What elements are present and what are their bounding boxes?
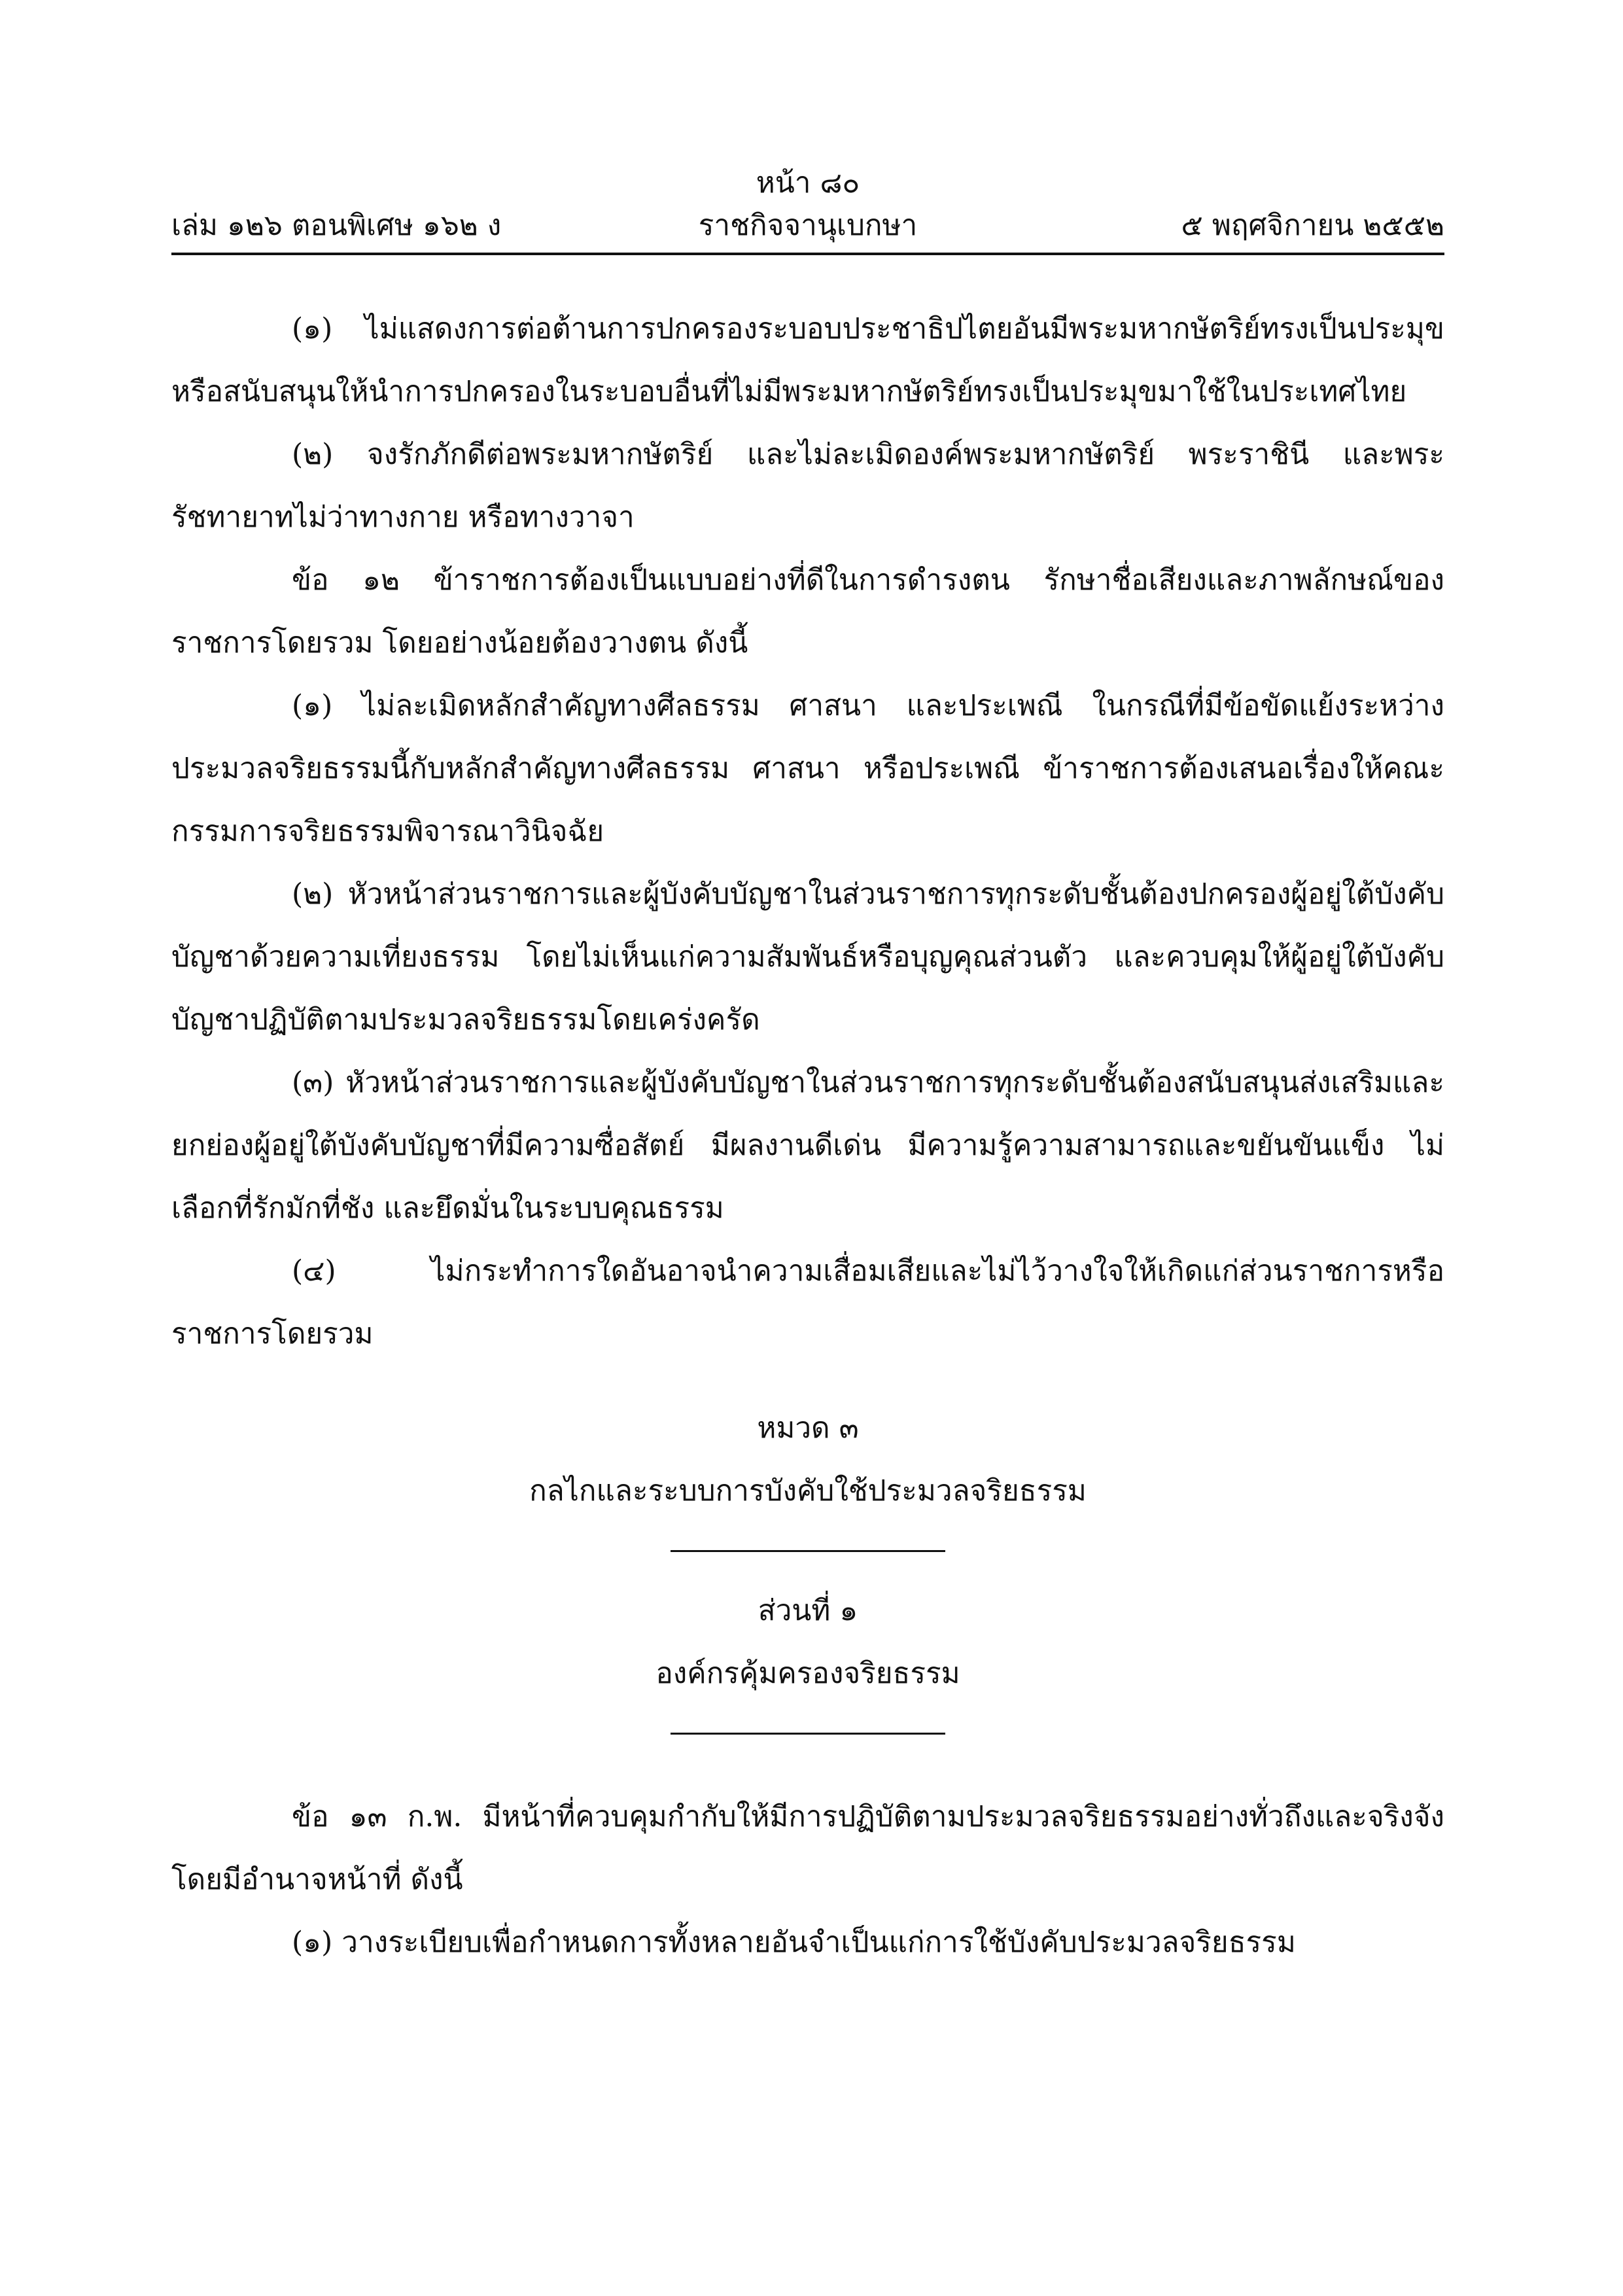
publication-name: ราชกิจจานุเบกษา xyxy=(698,209,918,242)
page-header xyxy=(171,164,1444,255)
clause-12-item-1: (๑) ไม่ละเมิดหลักสำคัญทางศีลธรรม ศาสนา และประเพณี ในกรณีที่มีข้อขัดแย้งระหว่างประมวลจริยธรรมนี้กับหลักสำคัญทางศีลธรรม ศาสนา หรือประเพณี ข้าราชการต้องเสนอเรื่องให้คณะกรรมการจริยธรรมพิจารณาวินิจฉัย xyxy=(171,689,1444,848)
spacer xyxy=(171,1523,1444,1550)
header-rule xyxy=(171,253,1444,255)
clause-13-item-1: (๑) วางระเบียบเพื่อกำหนดการทั้งหลายอันจำเป็นแก่การใช้บังคับประมวลจริยธรรม xyxy=(292,1926,1296,1959)
chapter-label: หมวด ๓ xyxy=(757,1411,859,1445)
spacer xyxy=(171,1705,1444,1733)
clause-12-intro: ข้อ ๑๒ ข้าราชการต้องเป็นแบบอย่างที่ดีในการดำรงตน รักษาชื่อเสียงและภาพลักษณ์ของราชการโดยรวม โดยอย่างน้อยต้องวางตน ดังนี้ xyxy=(171,563,1444,660)
document-body xyxy=(171,298,1444,1974)
clause-11-item-2: (๒) จงรักภักดีต่อพระมหากษัตริย์ และไม่ละเมิดองค์พระมหากษัตริย์ พระราชินี และพระรัชทายาทไม่ว่าทางกาย หรือทางวาจา xyxy=(171,438,1444,534)
clause-13-intro: ข้อ ๑๓ ก.พ. มีหน้าที่ควบคุมกำกับให้มีการปฏิบัติตามประมวลจริยธรรมอย่างทั่วถึงและจริงจัง โดยมีอำนาจหน้าที่ ดังนี้ xyxy=(171,1800,1444,1896)
publication-date: ๕ พฤศจิกายน ๒๕๕๒ xyxy=(1181,209,1444,242)
spacer xyxy=(171,1735,1444,1786)
spacer xyxy=(171,1552,1444,1580)
part-label: ส่วนที่ ๑ xyxy=(758,1594,858,1627)
chapter-title: กลไกและระบบการบังคับใช้ประมวลจริยธรรม xyxy=(529,1474,1087,1508)
clause-11-item-1: (๑) ไม่แสดงการต่อต้านการปกครองระบอบประชาธิปไตยอันมีพระมหากษัตริย์ทรงเป็นประมุข หรือสนับสนุนให้นำการปกครองในระบอบอื่นที่ไม่มีพระมหากษัตริย์ทรงเป็นประมุขมาใช้ในประเทศไทย xyxy=(171,312,1444,408)
header-line xyxy=(171,203,1444,249)
clause-12-item-3: (๓) หัวหน้าส่วนราชการและผู้บังคับบัญชาในส่วนราชการทุกระดับชั้นต้องสนับสนุนส่งเสริมและยกย่องผู้อยู่ใต้บังคับบัญชาที่มีความซื่อสัตย์ มีผลงานดีเด่น มีความรู้ความสามารถและขยันขันแข็ง ไม่เลือกที่รักมักที่ชัง และยึดมั่นในระบบคุณธรรม xyxy=(171,1066,1444,1225)
page-number: หน้า ๘๐ xyxy=(756,166,860,200)
clause-12-item-2: (๒) หัวหน้าส่วนราชการและผู้บังคับบัญชาในส่วนราชการทุกระดับชั้นต้องปกครองผู้อยู่ใต้บังคับบัญชาด้วยความเที่ยงธรรม โดยไม่เห็นแก่ความสัมพันธ์หรือบุญคุณส่วนตัว และควบคุมให้ผู้อยู่ใต้บังคับบัญชาปฏิบัติตามประมวลจริยธรรมโดยเคร่งครัด xyxy=(171,877,1444,1036)
part-title: องค์กรคุ้มครองจริยธรรม xyxy=(655,1657,960,1690)
clause-12-item-4: (๔) ไม่กระทำการใดอันอาจนำความเสื่อมเสียและไม่ไว้วางใจให้เกิดแก่ส่วนราชการหรือราชการโดยรวม xyxy=(171,1254,1444,1351)
spacer xyxy=(171,1366,1444,1397)
volume-issue: เล่ม ๑๒๖ ตอนพิเศษ ๑๖๒ ง xyxy=(171,209,502,242)
